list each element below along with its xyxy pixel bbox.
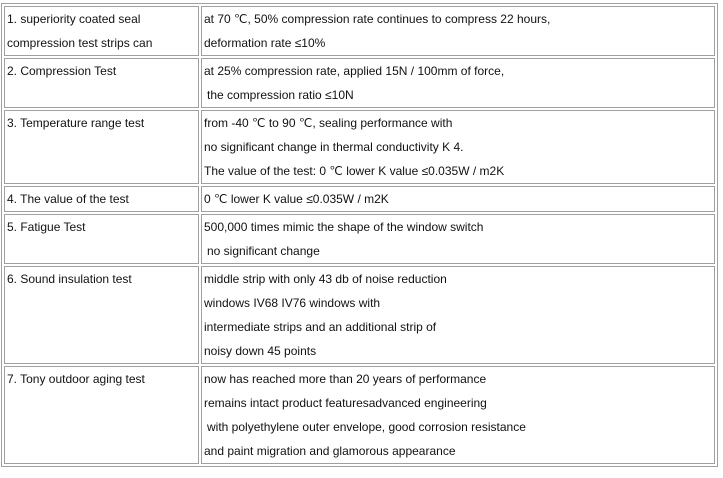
test-detail-line: 0 ℃ lower K value ≤0.035W / m2K [204,192,389,206]
test-detail-cell [201,6,715,56]
test-name-line: 1. superiority coated seal [7,12,141,26]
table-row [4,186,715,212]
test-name-line: compression test strips can [7,36,153,50]
spec-table [1,3,718,467]
test-detail-line: at 70 ℃, 50% compression rate continues to compress 22 hours, [204,12,551,26]
test-detail-line: noisy down 45 points [204,344,317,358]
test-name-line: 7. Tony outdoor aging test [7,372,145,386]
test-name-line: 2. Compression Test [7,64,117,78]
test-detail-cell [201,266,715,364]
test-detail-line: windows IV68 IV76 windows with [204,296,381,310]
test-detail-line: The value of the test: 0 ℃ lower K value ≤0.035W / m2K [204,164,505,178]
table-row [4,366,715,464]
test-name-line: 6. Sound insulation test [7,272,132,286]
test-detail-line: no significant change [207,244,320,258]
test-name-cell [4,58,199,108]
test-detail-cell [201,214,715,264]
test-detail-line: now has reached more than 20 years of performance [204,372,487,386]
test-name-line: 5. Fatigue Test [7,220,86,234]
test-detail-line: the compression ratio ≤10N [207,88,354,102]
test-name-line: 3. Temperature range test [7,116,145,130]
table-row [4,58,715,108]
test-detail-line: from -40 ℃ to 90 ℃, sealing performance with [204,116,453,130]
test-detail-line: with polyethylene outer envelope, good corrosion resistance [207,420,526,434]
table-row [4,266,715,364]
table-row [4,110,715,184]
test-detail-line: and paint migration and glamorous appearance [204,444,456,458]
test-detail-cell [201,366,715,464]
test-name-cell [4,366,199,464]
test-detail-line: deformation rate ≤10% [204,36,326,50]
test-name-cell [4,110,199,184]
test-detail-cell [201,110,715,184]
test-detail-line: no significant change in thermal conductivity K 4. [204,140,464,154]
test-detail-cell [201,58,715,108]
test-detail-line: remains intact product featuresadvanced engineering [204,396,487,410]
test-detail-line: middle strip with only 43 db of noise reduction [204,272,447,286]
test-name-cell [4,214,199,264]
table-row [4,6,715,56]
test-detail-line: intermediate strips and an additional strip of [204,320,437,334]
test-name-line: 4. The value of the test [7,192,129,206]
test-name-cell [4,6,199,56]
test-name-cell [4,266,199,364]
test-detail-cell [201,186,715,212]
test-name-cell [4,186,199,212]
table-row [4,214,715,264]
test-detail-line: at 25% compression rate, applied 15N / 100mm of force, [204,64,505,78]
test-detail-line: 500,000 times mimic the shape of the window switch [204,220,484,234]
